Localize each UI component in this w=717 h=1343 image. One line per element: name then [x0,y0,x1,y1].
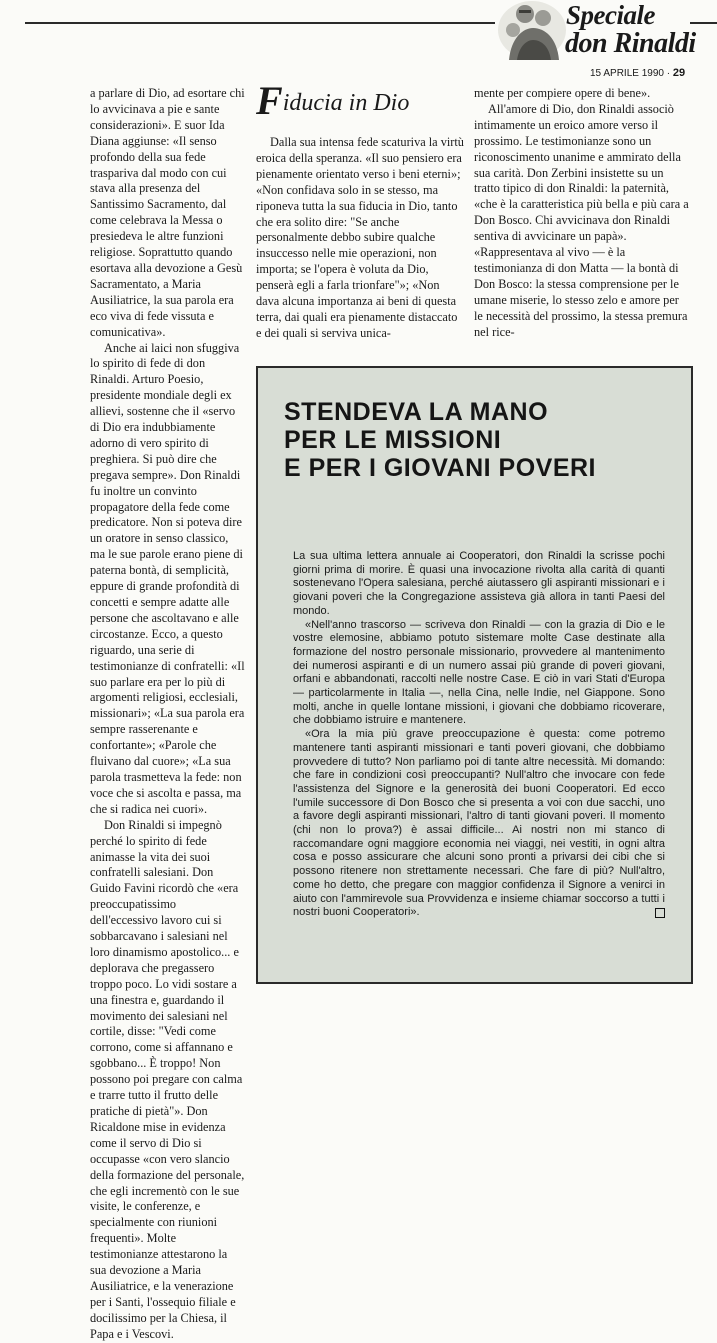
box-text [293,550,665,920]
article-column-1 [90,86,245,1343]
sidebar-box [256,366,693,984]
header-title-speciale: Speciale [566,0,655,30]
box-paragraph: La sua ultima lettera annuale ai Cooperatori, don Rinaldi la scrisse pochi giorni prima di morire. È quasi una invocazione rivolta alla carità di quanti sostenevano l'Opera salesiana, perché aiutassero gli aspiranti missionari e i giovani poveri che la Congregazione assisteva già allora in tanti Paesi del mondo. [293,550,665,617]
article-column-2 [256,78,464,342]
paragraph: Dalla sua intensa fede scaturiva la virtù eroica della speranza. «Il suo pensiero era pienamente orientato verso i beni eterni»; «Non confidava solo in se stesso, ma riponeva tutta la sua fiducia in Dio, tanto che era solito dire: "Se anche personalmente debbo subire qualche insuccesso nelle mie operazioni, non importa; se l'opera è voluta da Dio, penserà egli a farla trionfare"»; «Non dava alcuna importanza ai beni di questa terra, dai quali era pienamente distaccato e dei quali si serviva unica- [256,135,464,340]
box-title-line: PER LE MISSIONI [284,426,502,454]
heading-initial: F [256,78,283,123]
end-mark-icon [655,908,665,918]
heading-text: iducia in Dio [282,90,410,116]
separator: · [666,68,671,79]
box-title [284,398,684,482]
article-column-3 [474,86,689,341]
paragraph: mente per compiere opere di bene». [474,86,651,100]
paragraph: Don Rinaldi si impegnò perché lo spirito di fede animasse la vita dei suoi confratelli salesiani. Don Guido Favini ricordò che «era preoccupatissimo dell'eccessivo lavoro cui si sobbarcavano i salesiani nel loro dinamismo apostolico... e deplorava che pregassero troppo poco. Lo vidi sostare a una finestra e, guardando il movimento dei salesiani nel cortile, disse: "Vedi come corrono, come si affannano e sgobbano... È troppo! Non possono poi pregare con calma e trarre tutto il frutto delle pratiche di pietà"». Don Ricaldone mise in evidenza come il servo di Dio si occupasse «con vero slancio della formazione del personale, che egli incrementò con le sue visite, le conferenze, e specialmente con riunioni frequenti». Molte testimonianze attestarono la sua devozione a Maria Ausiliatrice, e la venerazione per i Santi, l'ossequio filiale e docilissimo per la Chiesa, il Papa e i Vescovi. [90,817,245,1341]
section-heading [256,78,464,123]
header-title-don-rinaldi: don Rinaldi [565,28,696,59]
box-paragraph-text: «Ora la mia più grave preoccupazione è questa: come potremo mantenere tanti aspiranti missionari e tanti poveri giovani, che dobbiamo provvedere di tutto? Non parliamo poi di tante altre necessità. Mi domando: che fare in condizioni così preoccupanti? Null'altro che invocare con fede l'assistenza del Signore e la generosità dei buoni Cooperatori. Ed ecco l'umile successore di Don Bosco che si presenta a voi con due sacchi, uno a favore degli aspiranti missionari, l'altro di tanti giovani poveri. Il momento (chi non lo prova?) è assai difficile... Ai nostri non mi stanco di raccomandare ogni maggiore economia nei viaggi, nei vestiti, in ogni altra cosa e posso assicurare che alcuni sono pronti a privarsi dei cibi che si possono ritenere non strettamente necessari. Che fare di più? Null'altro, come ho detto, che pregare con maggior confidenza il Signore a venirci in aiuto con l'ammirevole sua Provvidenza e insieme chiamar soccorso a tutti i nostri buoni Cooperatori». [293,728,665,919]
box-paragraph: «Nell'anno trascorso — scriveva don Rinaldi — con la grazia di Dio e le vostre elemosine, abbiamo potuto sistemare molte Case destinate alla formazione del nostro personale missionario, provvedere al mantenimento dei numerosi aspiranti e di un numero assai più grande di poveri giovani, orfani e abbandonati, raccolti nelle nostre Case. E ciò in vari Stati d'Europa — particolarmente in Italia —, nella Cina, nelle Indie, nel Giappone. Sono molti, anche in quelle lontane missioni, i giovani che dobbiamo ricoverare, che dobbiamo istruire e mantenere. [293,618,665,727]
header-photo-illustration [497,0,567,60]
paragraph: a parlare di Dio, ad esortare chi lo avvicinava a pie e sante considerazioni». E suor Ida Diana aggiunse: «Il senso profondo della sua fede traspariva dal modo con cui stava alla presenza del Santissimo Sacramento, dal come celebrava la Messa o presiedeva le altre funzioni religiose. Soprattutto quando esortava alla devozione a Gesù Sacramentato, a Maria Ausiliatrice, la sua parola era eco viva di fede vissuta e comunicativa». [90,86,245,339]
page-info [590,67,685,79]
paragraph: Anche ai laici non sfuggiva lo spirito di fede di don Rinaldi. Arturo Poesio, presidente mondiale degli ex allievi, sostenne che il «servo di Dio era indubbiamente adorno di vero spirito di preghiera. Si può dire che pregava sempre». Don Rinaldi fu inoltre un convinto propagatore della fede come predicatore. Non si poteva dire un oratore in senso classico, ma le sue parole erano piene di paterna bontà, di semplicità, eppure di grande profondità di concetti e sempre adatte alle persone che ascoltavano e alle circostanze. Ecco, a questo riguardo, una serie di testimonianze di confratelli: «Il suo parlare era per lo più di argomenti religiosi, ecclesiali, missionari»; «La sua parola era sempre rasserenante e confortante»; «Parole che fluivano dal cuore»; «La sua parola trasmetteva la fede: non voce che si ascolta e passa, ma che si radica nei cuori». [90,340,245,816]
box-paragraph [293,728,665,920]
paragraph: All'amore di Dio, don Rinaldi associò intimamente un eroico amore verso il prossimo. Le testimonianze sono un riconoscimento unanime e ammirato della sua carità. Don Zerbini insistette su un tratto tipico di don Rinaldi: la paternità, «che è la caratteristica più bella e più cara a Don Bosco. Chi avvicinava don Rinaldi sentiva di avvicinare un papà». «Rappresentava al vivo — è la testimonianza di don Matta — la bontà di Don Bosco: la stessa comprensione per le umane miserie, lo stesso zelo e amore per le necessità del prossimo, la stessa premura nel rice- [474,101,689,339]
issue-date: 15 APRILE 1990 [590,68,664,79]
box-title-line: STENDEVA LA MANO [284,398,549,426]
box-title-line: E PER I GIOVANI POVERI [284,454,596,482]
page-number: 29 [672,67,686,79]
header-rule-left [25,22,495,24]
